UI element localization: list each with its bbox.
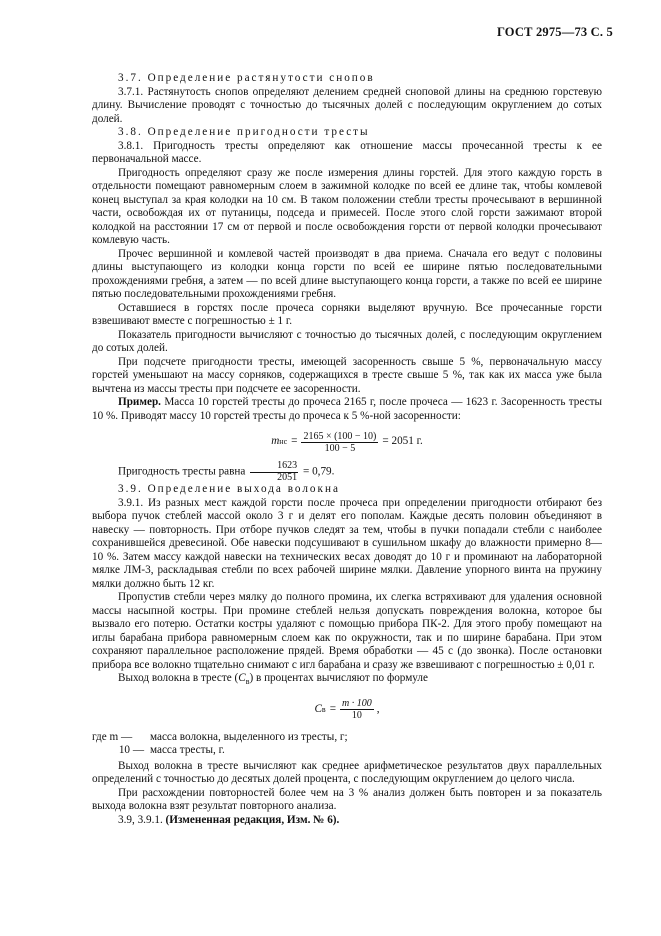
paragraph-scutching: Пропустив стебли через мялку до полного промина, их слегка встряхивают для удаления основной массы насыпной костры. При промине стеблей нельзя допускать повреждения волокна, которое бы вызвало его потерю. Остатки костры удаляют с помощью прибора ПК-2. Для этого пробу помещают на иглы барабана прибора равномерным слоем как по окружности, так и по ширине барабана. При этом сохраняют параллельное расположение прядей. Время обработки — 45 с (до звонка). После остановки прибора все волокно тщательно снимают с игл барабана и сразу же взвешивают с погрешностью ± 0,01 г.	[92, 591, 602, 671]
formula-legend	[92, 731, 602, 758]
paragraph-fitness-result	[92, 461, 602, 483]
fitness-denominator: 2051	[277, 471, 298, 483]
example-label: Пример.	[118, 396, 161, 408]
amendment-note: (Измененная редакция, Изм. № 6).	[165, 813, 340, 826]
formula-mass-numerator: 2165 × (100 − 10)	[303, 430, 377, 442]
paragraph-yield-discrepancy: При расхождении повторностей более чем на 3 % анализ должен быть повторен и за показатель выхода волокна взят результат повторного анализа.	[92, 786, 602, 813]
formula-yield-lhs: C	[314, 702, 322, 715]
formula-mass-lhs: m	[271, 435, 280, 448]
paragraph-contamination: При подсчете пригодности тресты, имеющей засоренность свыше 5 %, первоначальную массу горстей уменьшают на массу сорняков, содержащихся в тресте свыше 5 %, так как их масса уже была вычтена из массы тресты при подсчете ее засоренности.	[92, 355, 602, 395]
amendment-ref: 3.9, 3.9.1.	[118, 813, 166, 826]
page-header: ГОСТ 2975—73 С. 5	[496, 25, 613, 39]
yield-symbol: C	[238, 672, 246, 684]
legend-row	[92, 744, 602, 758]
paragraph-fitness-method: Пригодность определяют сразу же после измерения длины горстей. Для этого каждую горсть в отдельности помещают равномерным слоем в зажимной колодке по всей ее длине так, чтобы комлевой конец выступал за края колодки на 10 см. В таком положении стебли тресты прочесывают в вершинной части, освобождая их от путаницы, подседа и примесей. После этого слой горсти зажимают второй колодкой на расстоянии 17 см от первой и после освобождения горсти от первой колодки прочесывают комлевую часть.	[92, 166, 602, 246]
paragraph-weeds: Оставшиеся в горстях после прочеса сорняки выделяют вручную. Все прочесанные горсти взвешивают вместе с погрешностью ± 1 г.	[92, 301, 602, 327]
section-3-8-title: 3.8. Определение пригодности тресты	[118, 126, 370, 138]
formula-mass-fraction	[301, 431, 378, 454]
paragraph-amendment	[92, 814, 602, 828]
paragraph-example	[92, 396, 602, 423]
page-content	[92, 72, 602, 827]
paragraph-yield-average: Выход волокна в тресте вычисляют как среднее арифметическое результатов двух параллельных определений с точностью до десятых долей процента, с последующим округлением до целого числа.	[92, 759, 602, 786]
section-3-7-title: 3.7. Определение растянутости снопов	[118, 72, 375, 84]
formula-yield: C в = $\frac{m \cdot 100}{10}$ ,	[314, 698, 380, 722]
paragraph-yield-formula-intro	[92, 672, 602, 689]
yield-intro-pre: Выход волокна в тресте (	[118, 672, 239, 684]
paragraph-3-9-1: 3.9.1. Из разных мест каждой горсти после прочеса при определении пригодности отбирают без выбора пучок стеблей массой около 3 г и делят его пополам. Каждые десять половин объединяют в навеску — повторность. При отборе пучков следят за тем, чтобы в пучки попадали стебли с наиболее сохранившейся древесиной. Обе навески подсушивают в сушильном шкафу до влажности примерно 8—10 %. Затем массу каждой навески на технических весах доводят до 10 г и проминают на лабораторной мялке ЛМ-3, раскладывая стебли по всех рабочей ширине мялки. Давление упорного винта на пружину мялки должно быть 12 кг.	[92, 496, 602, 590]
example-text: Масса 10 горстей тресты до прочеса 2165 г, после прочеса — 1623 г. Засоренность тресты 10 %. Приводят массу 10 горстей тресты до прочеса к 5 %-ной засоренности:	[92, 396, 602, 422]
legend-row	[92, 731, 602, 745]
paragraph-combing: Прочес вершинной и комлевой частей производят в два приема. Сначала его ведут с половины длины выступающего из колодки конца горсти по всей ее ширине пятью последовательными прохождениями гребня, а затем — по всей длине выступающего конца горсти, а также по всей ее ширине пятью последовательными прохождениями гребня.	[92, 247, 602, 300]
paragraph-3-8-1: 3.8.1. Пригодность тресты определяют как отношение массы прочесанной тресты к ее первоначальной массе.	[92, 139, 602, 165]
formula-mass-result: = 2051 г.	[382, 435, 423, 448]
legend-symbol: где m —	[92, 730, 133, 743]
legend-text: масса волокна, выделенного из тресты, г;	[150, 730, 348, 743]
formula-mass-denominator: 100 − 5	[324, 442, 356, 454]
section-3-9-title: 3.9. Определение выхода волокна	[118, 483, 340, 495]
yield-intro-post: ) в процентах вычисляют по формуле	[249, 672, 428, 684]
fitness-fraction	[250, 461, 298, 483]
yield-symbol-sub: в	[245, 677, 250, 687]
fitness-result-pre: Пригодность тресты равна	[118, 465, 249, 478]
legend-symbol: 10 —	[118, 744, 144, 757]
formula-yield-numerator: m · 100	[342, 698, 372, 710]
formula-yield-fraction	[340, 698, 374, 721]
formula-yield-sub: в	[321, 704, 326, 714]
fitness-numerator: 1623	[250, 461, 298, 473]
formula-mass-sub: нс	[279, 437, 288, 447]
legend-text: масса тресты, г.	[150, 744, 225, 757]
fitness-result-value: = 0,79.	[302, 465, 335, 478]
paragraph-3-7-1: 3.7.1. Растянутость снопов определяют делением средней сноповой длины на среднюю горстевую длину. Вычисление проводят с точностью до тысячных долей с последующим округлением до сотых долей.	[92, 85, 602, 125]
formula-mass: m нс = $\frac{2165 \times (100 - 10)}{100 - 5}$ = 2051 г.	[271, 430, 423, 454]
paragraph-precision: Показатель пригодности вычисляют с точностью до тысячных долей, с последующим округлением до сотых долей.	[92, 328, 602, 354]
formula-yield-tail: ,	[376, 702, 380, 715]
formula-yield-denominator: 10	[351, 710, 362, 722]
